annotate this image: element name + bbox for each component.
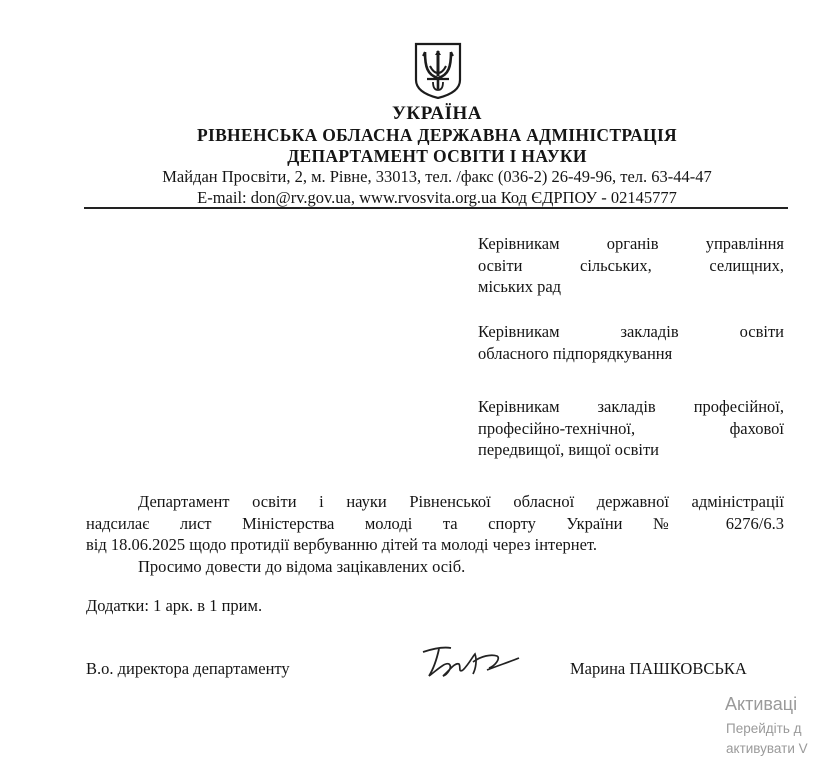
letter-body <box>86 491 784 577</box>
signatory-name: Марина ПАШКОВСЬКА <box>570 659 747 678</box>
recipient-line: передвищої, вищої освіти <box>478 440 660 459</box>
activation-watermark-title: Активаці <box>725 694 798 714</box>
signatory-role: В.о. директора департаменту <box>86 659 290 678</box>
address-line: Майдан Просвіти, 2, м. Рівне, 33013, тел. /факс (036-2) 26-49-96, тел. 63-44-47 <box>162 167 712 186</box>
body-line: надсилає лист Міністерства молоді та спорту України № 6276/6.3 <box>86 513 784 533</box>
recipient-block-regional-institutions <box>478 321 784 364</box>
attachments-note: Додатки: 1 арк. в 1 прим. <box>86 596 263 615</box>
body-line: від 18.06.2025 щодо протидії вербуванню дітей та молоді через інтернет. <box>86 535 598 554</box>
country-name: УКРАЇНА <box>391 103 482 124</box>
body-line: Департамент освіти і науки Рівненської обласної державної адміністрації <box>138 492 784 511</box>
recipient-line: професійно-технічної, фахової <box>478 418 784 438</box>
email-line: E-mail: don@rv.gov.ua, www.rvosvita.org.ua Код ЄДРПОУ - 02145777 <box>197 188 677 207</box>
recipient-line: освіти сільських, селищних, <box>478 255 784 275</box>
recipient-line: Керівникам закладів професійної, <box>478 397 784 416</box>
activation-watermark-line: активувати V <box>726 741 808 756</box>
recipient-line: міських рад <box>478 277 562 296</box>
recipient-block-vocational-higher <box>478 396 784 461</box>
header-divider <box>84 207 788 209</box>
department-name: ДЕПАРТАМЕНТ ОСВІТИ І НАУКИ <box>287 146 587 166</box>
activation-watermark-line: Перейдіть д <box>726 721 802 736</box>
administration-name: РІВНЕНСЬКА ОБЛАСНА ДЕРЖАВНА АДМІНІСТРАЦІЯ <box>196 125 677 145</box>
recipient-line: Керівникам закладів освіти <box>478 322 784 341</box>
handwritten-signature <box>415 640 527 682</box>
recipient-block-local-councils <box>478 233 784 298</box>
body-request-line: Просимо довести до відома зацікавлених осіб. <box>138 556 466 576</box>
coat-of-arms-icon <box>413 42 463 99</box>
recipient-line: Керівникам органів управління <box>478 234 784 253</box>
recipient-line: обласного підпорядкування <box>478 343 673 363</box>
